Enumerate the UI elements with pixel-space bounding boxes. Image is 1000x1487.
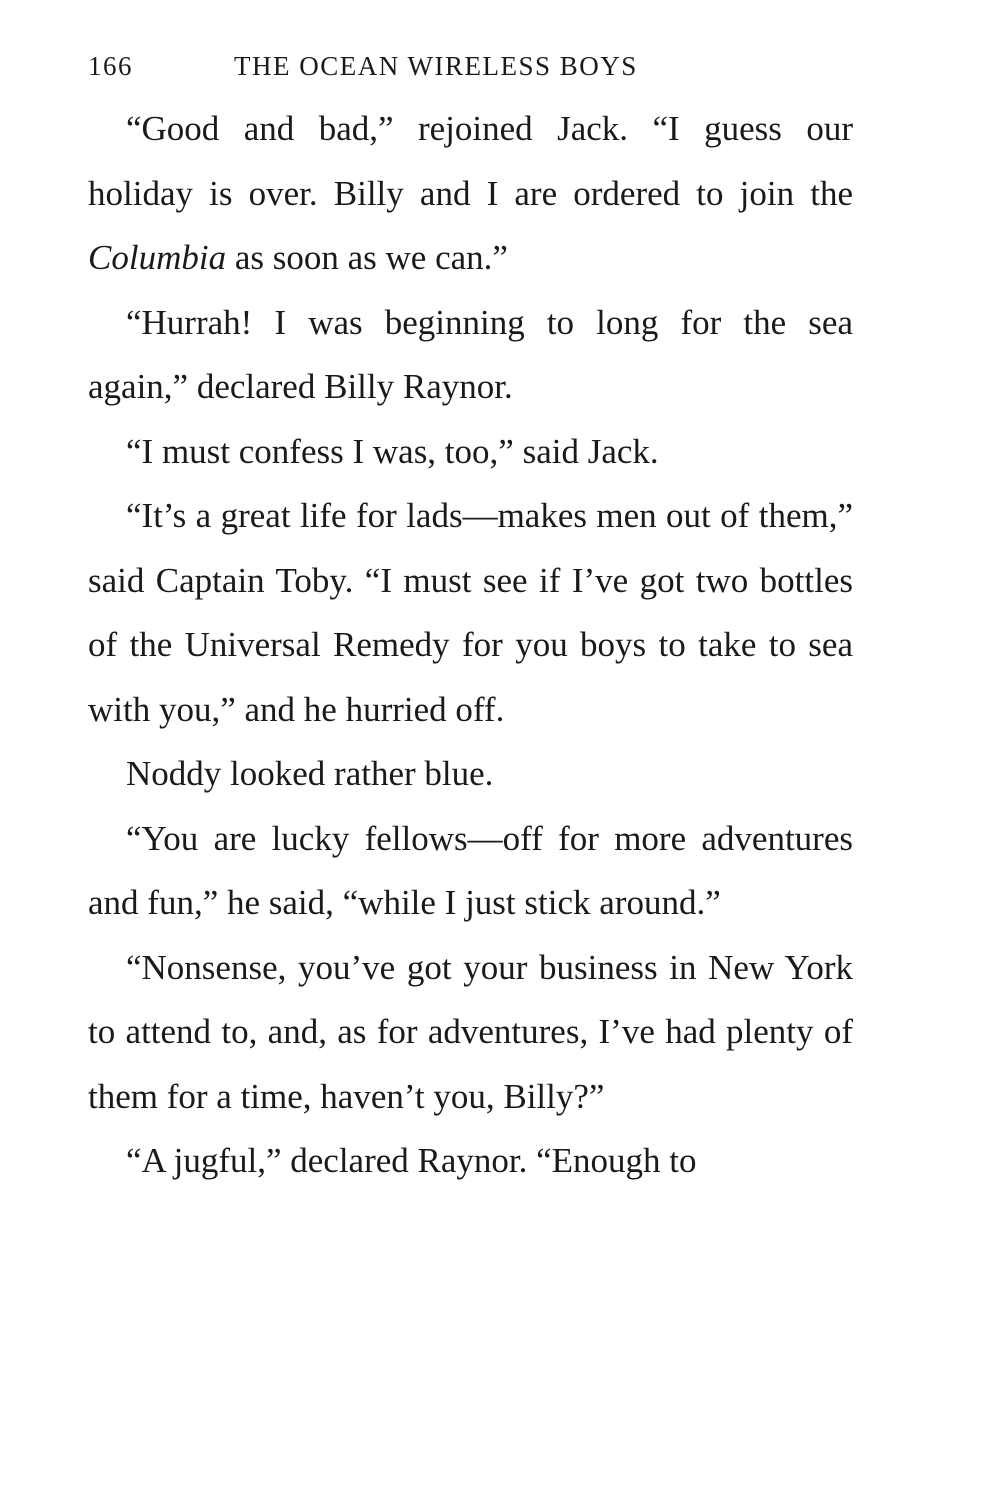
paragraph-text: “Good and bad,” rejoined Jack. “I guess our holiday is over. Billy and I are ordered to join the [88,109,853,213]
paragraph: Noddy looked rather blue. [126,754,494,793]
paragraph: “You are lucky fellows—off for more adventures and fun,” he said, “while I just stick around.” [88,818,853,922]
paragraph: “It’s a great life for lads—makes men out of them,” said Captain Toby. “I must see if I’ve got two bottles of the Universal Remedy for you boys to take to sea with you,” and he hurried off. [88,496,853,729]
paragraph: “Nonsense, you’ve got your business in New York to attend to, and, as for adventures, I’ve had plenty of them for a time, haven’t you, Billy?” [88,947,853,1116]
paragraph [88,97,853,291]
paragraph: “I must confess I was, too,” said Jack. [126,431,659,471]
paragraph: “Hurrah! I was beginning to long for the sea again,” declared Billy Raynor. [88,302,853,406]
page-header [88,46,858,86]
body-text [88,97,853,1194]
paragraph-text: as soon as we can.” [226,238,508,277]
page-number: 166 [88,51,133,81]
ship-name: Columbia [88,238,227,277]
running-title: THE OCEAN WIRELESS BOYS [234,51,638,81]
paragraph: “A jugful,” declared Raynor. “Enough to [126,1141,697,1180]
